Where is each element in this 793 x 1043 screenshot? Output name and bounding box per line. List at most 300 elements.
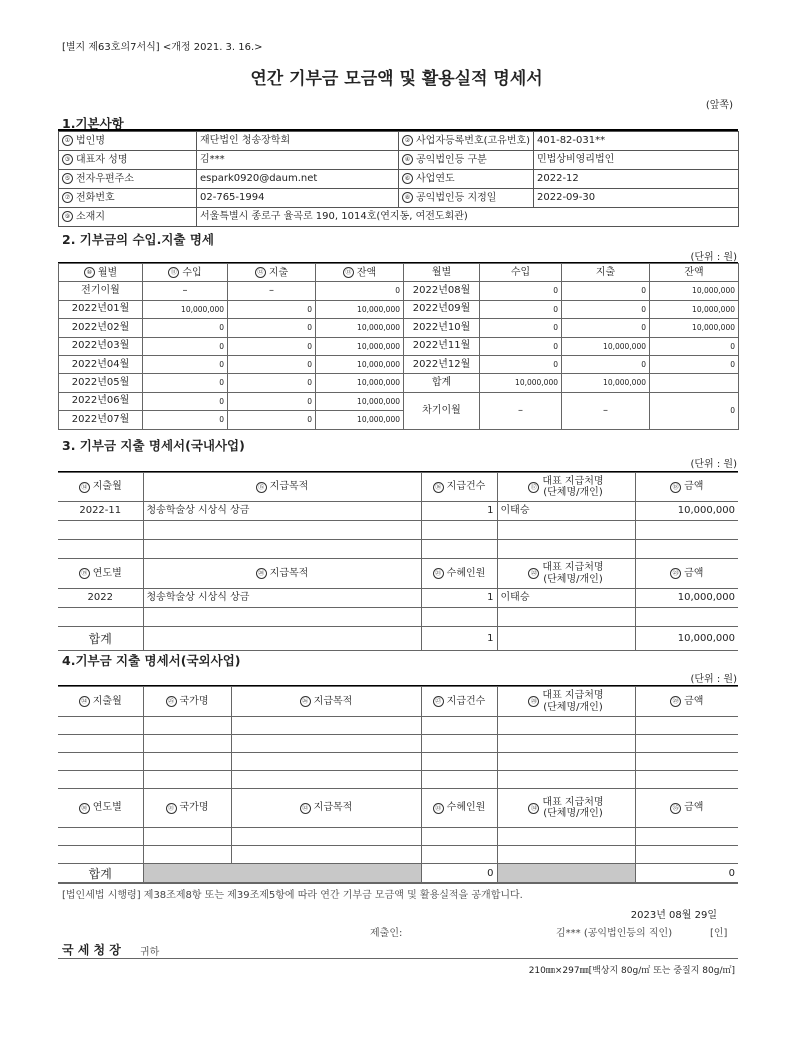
amount-cell: 0	[562, 355, 650, 373]
header-content	[425, 696, 494, 707]
table-row	[58, 735, 738, 753]
amount-cell: 10,000,000	[316, 319, 404, 337]
table-cell	[58, 717, 143, 735]
item-number-icon: ②	[402, 135, 413, 146]
header-label: 수입	[182, 267, 202, 279]
table-cell	[231, 753, 421, 771]
amount-cell: 10,000,000	[143, 300, 228, 318]
item-number-icon: ⑩	[84, 267, 95, 278]
info-value: espark0920@daum.net	[197, 170, 399, 189]
info-value: 2022-12	[534, 170, 739, 189]
table-cell	[231, 771, 421, 789]
header-content	[501, 562, 632, 585]
header-label: 금액	[684, 695, 704, 707]
unit-label: (단위 : 원)	[690, 459, 737, 470]
info-row	[59, 151, 739, 170]
column-header	[635, 687, 738, 717]
info-value: 민법상비영리법인	[534, 151, 739, 170]
item-number-icon: ①	[62, 135, 73, 146]
item-number-icon: ㉜	[300, 803, 311, 814]
amount-cell: 0	[480, 337, 562, 355]
item-number-icon: ㉔	[79, 696, 90, 707]
law-notice: [법인세법 시행령] 제38조제8항 또는 제39조제5항에 따라 연간 기부금 모금액 및 활용실적을 공개합니다.	[62, 890, 523, 901]
table-cell	[635, 717, 738, 735]
header-label: 국가명	[179, 695, 209, 707]
total-row	[58, 864, 738, 884]
table-row	[58, 608, 738, 627]
table-cell	[58, 608, 143, 627]
header-label: 월별	[97, 267, 118, 279]
table-row	[58, 540, 738, 559]
item-number-icon: ⑮	[256, 482, 267, 493]
amount-cell: 0	[562, 300, 650, 318]
table-row	[58, 521, 738, 540]
header-label: 월별	[431, 266, 452, 278]
item-number-icon: ㉟	[670, 803, 681, 814]
amount-cell: 0	[228, 337, 316, 355]
table-cell	[421, 753, 497, 771]
amount-cell: –	[143, 282, 228, 300]
total-label: 합계	[58, 864, 143, 884]
header-content	[425, 482, 494, 493]
table-cell	[497, 828, 635, 846]
column-header	[635, 789, 738, 828]
header-label: 지급목적	[269, 567, 309, 579]
item-number-icon: ⑬	[343, 267, 354, 278]
amount-cell: 0	[228, 411, 316, 429]
table-cell	[58, 521, 143, 540]
info-row	[59, 208, 739, 227]
amount-cell: 0	[143, 392, 228, 410]
info-row	[59, 189, 739, 208]
amount-cell: 0	[316, 282, 404, 300]
total-count: 1	[421, 627, 497, 651]
amount-cell: 10,000,000	[562, 374, 650, 392]
amount-cell: 0	[143, 411, 228, 429]
table-cell	[58, 735, 143, 753]
label-text: 사업연도	[416, 173, 455, 185]
header-label: 수혜인원	[446, 802, 486, 813]
table-cell	[143, 717, 231, 735]
column-header	[58, 473, 143, 502]
header-label: 국가명	[179, 802, 209, 813]
section-3-title: 3. 기부금 지출 명세서(국내사업)	[62, 438, 245, 453]
header-content	[501, 476, 632, 499]
total-row	[58, 627, 738, 651]
month-cell: 2022년10월	[404, 319, 480, 337]
info-value: 재단법인 청송장학회	[197, 132, 399, 151]
info-label	[399, 151, 534, 170]
month-cell: 2022년12월	[404, 355, 480, 373]
column-header	[316, 264, 404, 282]
table-cell	[497, 753, 635, 771]
column-header	[421, 789, 497, 828]
amount-cell: 0	[480, 282, 562, 300]
month-cell: 2022년01월	[59, 300, 143, 318]
table-cell	[58, 753, 143, 771]
amount-cell: 0	[562, 319, 650, 337]
form-number: [별지 제63호의7서식] <개정 2021. 3. 16.>	[62, 42, 263, 53]
column-header	[143, 789, 231, 828]
column-header	[562, 264, 650, 282]
item-number-icon: ㉚	[79, 803, 90, 814]
table-cell	[635, 753, 738, 771]
carry-forward-amount: 0	[650, 392, 739, 429]
info-label	[59, 151, 197, 170]
table-cell: 10,000,000	[635, 589, 738, 608]
header-label: 금액	[684, 802, 704, 813]
month-cell: 2022년04월	[59, 355, 143, 373]
item-number-icon: ⑫	[255, 267, 266, 278]
basic-info-table	[58, 131, 739, 227]
header-content	[425, 803, 494, 814]
submitter-value: 김*** (공익법인등의 직인)	[556, 928, 673, 939]
item-number-icon: ㉕	[166, 696, 177, 707]
table-cell: 2022-11	[58, 502, 143, 521]
label-text: 공익법인등 구분	[416, 154, 487, 166]
header-row	[58, 473, 738, 502]
column-header	[497, 789, 635, 828]
item-number-icon: ㉙	[670, 696, 681, 707]
amount-cell: 10,000,000	[650, 300, 739, 318]
table-cell	[421, 771, 497, 789]
column-header	[228, 264, 316, 282]
header-row	[58, 687, 738, 717]
unit-label: (단위 : 원)	[690, 674, 737, 685]
item-number-icon: ④	[402, 154, 413, 165]
recipient-suffix: 귀하	[140, 947, 160, 958]
item-number-icon: ⑳	[256, 568, 267, 579]
table-cell	[231, 735, 421, 753]
info-label	[59, 170, 197, 189]
header-text	[542, 476, 603, 499]
table-row	[59, 337, 739, 355]
table-cell	[143, 540, 421, 559]
table-row	[58, 589, 738, 608]
table-cell: 1	[421, 589, 497, 608]
table-cell	[497, 846, 635, 864]
table-cell	[143, 753, 231, 771]
table-row	[59, 282, 739, 300]
label-text: 공익법인등 지정일	[416, 192, 497, 204]
amount-cell: 0	[228, 319, 316, 337]
column-header	[497, 559, 635, 589]
table-cell	[143, 627, 421, 651]
table-row	[58, 828, 738, 846]
amount-cell: 10,000,000	[316, 392, 404, 410]
header-content	[147, 803, 228, 814]
header-label: 금액	[684, 481, 704, 492]
header-label: 지급목적	[313, 695, 353, 707]
header-label: 지출월	[92, 695, 122, 707]
table-cell	[497, 717, 635, 735]
table-cell: 10,000,000	[635, 502, 738, 521]
item-number-icon: ⑰	[528, 482, 539, 493]
table-cell	[635, 735, 738, 753]
table-cell: 청송학술상 시상식 상금	[143, 502, 421, 521]
month-cell: 2022년09월	[404, 300, 480, 318]
unit-label: (단위 : 원)	[690, 252, 737, 263]
table-cell	[635, 846, 738, 864]
amount-cell: 0	[143, 374, 228, 392]
amount-cell: 10,000,000	[562, 337, 650, 355]
amount-cell: 0	[650, 337, 739, 355]
column-header	[58, 687, 143, 717]
domestic-expense-table	[58, 472, 738, 651]
header-content	[235, 696, 418, 707]
table-cell	[143, 608, 421, 627]
header-label: 잔액	[356, 267, 377, 279]
column-header	[635, 473, 738, 502]
header-text	[542, 562, 603, 585]
item-number-icon: ⑨	[62, 211, 73, 222]
table-cell	[635, 521, 738, 540]
shaded-cell	[497, 864, 635, 884]
table-cell	[497, 521, 635, 540]
header-content	[147, 696, 228, 707]
item-number-icon: ㉛	[166, 803, 177, 814]
table-cell	[58, 828, 143, 846]
table-row	[59, 355, 739, 373]
table-row	[59, 374, 739, 392]
header-label: 금액	[684, 567, 704, 579]
section-1-title: 1.기본사항	[62, 116, 124, 131]
amount-cell: 0	[228, 392, 316, 410]
header-content	[61, 482, 140, 493]
item-number-icon: ⑭	[79, 482, 90, 493]
amount-cell: 10,000,000	[480, 374, 562, 392]
info-label	[399, 132, 534, 151]
column-header	[59, 264, 143, 282]
month-cell: 합계	[404, 374, 480, 392]
table-row	[58, 753, 738, 771]
header-label: 잔액	[684, 266, 704, 278]
column-header	[143, 264, 228, 282]
table-cell	[58, 540, 143, 559]
table-cell	[497, 608, 635, 627]
info-label	[59, 208, 197, 227]
table-cell	[635, 608, 738, 627]
header-content	[639, 803, 736, 814]
table-cell: 청송학술상 시상식 상금	[143, 589, 421, 608]
header-line: 대표 지급처명	[542, 562, 604, 573]
table-cell	[421, 608, 497, 627]
header-content	[501, 797, 632, 820]
header-line: 대표 지급처명	[542, 796, 604, 808]
item-number-icon: ⑦	[62, 192, 73, 203]
column-header	[497, 687, 635, 717]
amount-cell: 0	[650, 355, 739, 373]
amount-cell: 0	[143, 337, 228, 355]
column-header	[404, 264, 480, 282]
label-text: 소재지	[76, 211, 105, 223]
total-label: 합계	[58, 627, 143, 651]
column-header	[497, 473, 635, 502]
info-label	[59, 132, 197, 151]
item-number-icon: ⑲	[79, 568, 90, 579]
month-cell: 2022년07월	[59, 411, 143, 429]
column-header	[231, 789, 421, 828]
carry-forward-amount: –	[480, 392, 562, 429]
item-number-icon: ㉓	[670, 568, 681, 579]
header-label: 연도별	[92, 567, 122, 579]
column-header	[421, 687, 497, 717]
label-text: 법인명	[76, 135, 105, 147]
column-header	[231, 687, 421, 717]
header-content	[61, 696, 140, 707]
header-line: (단체명/개인)	[543, 701, 603, 713]
header-label: 지출	[595, 266, 616, 278]
column-header	[421, 473, 497, 502]
column-header	[58, 789, 143, 828]
info-row	[59, 132, 739, 151]
item-number-icon: ⑥	[402, 173, 413, 184]
table-row	[58, 846, 738, 864]
table-cell	[231, 717, 421, 735]
table-row	[59, 319, 739, 337]
info-label	[399, 170, 534, 189]
table-row	[59, 392, 739, 410]
amount-cell: 0	[562, 282, 650, 300]
table-cell	[421, 521, 497, 540]
table-cell	[497, 540, 635, 559]
table-cell	[421, 735, 497, 753]
column-header	[480, 264, 562, 282]
label-text: 전화번호	[76, 192, 115, 204]
header-label: 수혜인원	[446, 567, 486, 579]
table-cell	[143, 846, 231, 864]
table-row	[58, 717, 738, 735]
item-number-icon: ㉝	[433, 803, 444, 814]
table-row	[59, 300, 739, 318]
item-number-icon: ⑯	[433, 482, 444, 493]
header-label: 지출월	[92, 481, 122, 492]
amount-cell: 10,000,000	[650, 319, 739, 337]
item-number-icon: ③	[62, 154, 73, 165]
amount-cell: 10,000,000	[316, 355, 404, 373]
header-text	[542, 690, 603, 713]
table-cell	[143, 828, 231, 846]
header-label: 지급목적	[313, 802, 353, 813]
shaded-cell	[143, 864, 421, 884]
recipient: 국 세 청 장	[62, 943, 121, 957]
info-label	[399, 189, 534, 208]
header-content	[61, 568, 140, 579]
header-text	[542, 797, 603, 820]
column-header	[421, 559, 497, 589]
item-number-icon: ⑧	[402, 192, 413, 203]
table-cell	[421, 717, 497, 735]
amount-cell: 0	[143, 319, 228, 337]
month-cell: 2022년06월	[59, 392, 143, 410]
header-content	[147, 482, 418, 493]
header-label: 지급건수	[446, 481, 486, 492]
table-cell	[231, 828, 421, 846]
table-cell	[143, 521, 421, 540]
label-text: 사업자등록번호(고유번호)	[416, 135, 531, 147]
header-label: 지출	[268, 267, 289, 279]
header-line: 대표 지급처명	[542, 475, 604, 487]
table-cell	[58, 846, 143, 864]
header-content	[639, 568, 736, 579]
header-line: (단체명/개인)	[543, 808, 603, 819]
table-cell	[635, 540, 738, 559]
item-number-icon: ⑱	[670, 482, 681, 493]
table-cell	[635, 828, 738, 846]
item-number-icon: ㉒	[528, 568, 539, 579]
month-cell: 2022년05월	[59, 374, 143, 392]
seal-mark: [인]	[710, 928, 728, 939]
header-content	[147, 568, 418, 579]
table-cell	[635, 771, 738, 789]
paper-spec: 210㎜×297㎜[백상지 80g/㎡ 또는 중질지 80g/㎡]	[528, 966, 735, 976]
amount-cell: 0	[480, 319, 562, 337]
table-cell: 1	[421, 502, 497, 521]
info-label	[59, 189, 197, 208]
amount-cell: 10,000,000	[316, 300, 404, 318]
page-side: (앞쪽)	[705, 100, 733, 111]
table-cell	[143, 771, 231, 789]
divider	[58, 882, 738, 883]
total-count: 0	[421, 864, 497, 884]
header-line: (단체명/개인)	[543, 573, 603, 585]
carry-forward-amount: –	[562, 392, 650, 429]
carry-forward-label: 차기이월	[404, 392, 480, 429]
header-row	[58, 559, 738, 589]
header-label: 지급건수	[446, 695, 486, 707]
header-content	[425, 568, 494, 579]
header-row	[58, 789, 738, 828]
column-header	[143, 473, 421, 502]
submit-date: 2023년 08월 29일	[630, 910, 717, 921]
table-cell: 이태승	[497, 502, 635, 521]
submitter-label: 제출인:	[370, 928, 403, 939]
header-label: 지급목적	[269, 481, 309, 492]
info-value: 2022-09-30	[534, 189, 739, 208]
column-header	[58, 559, 143, 589]
header-content	[639, 482, 736, 493]
total-amount: 10,000,000	[635, 627, 738, 651]
table-cell	[497, 771, 635, 789]
table-cell	[421, 828, 497, 846]
item-number-icon: ㉘	[528, 696, 539, 707]
header-label: 연도별	[92, 802, 122, 813]
section-2-title: 2. 기부금의 수입.지출 명세	[62, 232, 215, 247]
column-header	[650, 264, 739, 282]
amount-cell: 0	[480, 300, 562, 318]
label-text: 대표자 성명	[76, 154, 128, 166]
header-label: 수입	[510, 266, 531, 278]
header-content	[61, 803, 140, 814]
item-number-icon: ㉖	[300, 696, 311, 707]
table-cell	[421, 540, 497, 559]
amount-cell: 0	[143, 355, 228, 373]
month-cell: 2022년03월	[59, 337, 143, 355]
amount-cell	[650, 374, 739, 392]
amount-cell: 10,000,000	[316, 374, 404, 392]
table-cell	[421, 846, 497, 864]
info-value: 김***	[197, 151, 399, 170]
column-header	[143, 687, 231, 717]
total-amount: 0	[635, 864, 738, 884]
table-cell	[143, 735, 231, 753]
item-number-icon: ㉑	[433, 568, 444, 579]
column-header	[143, 559, 421, 589]
table-cell	[58, 771, 143, 789]
amount-cell: 10,000,000	[316, 337, 404, 355]
info-row	[59, 170, 739, 189]
info-value: 02-765-1994	[197, 189, 399, 208]
